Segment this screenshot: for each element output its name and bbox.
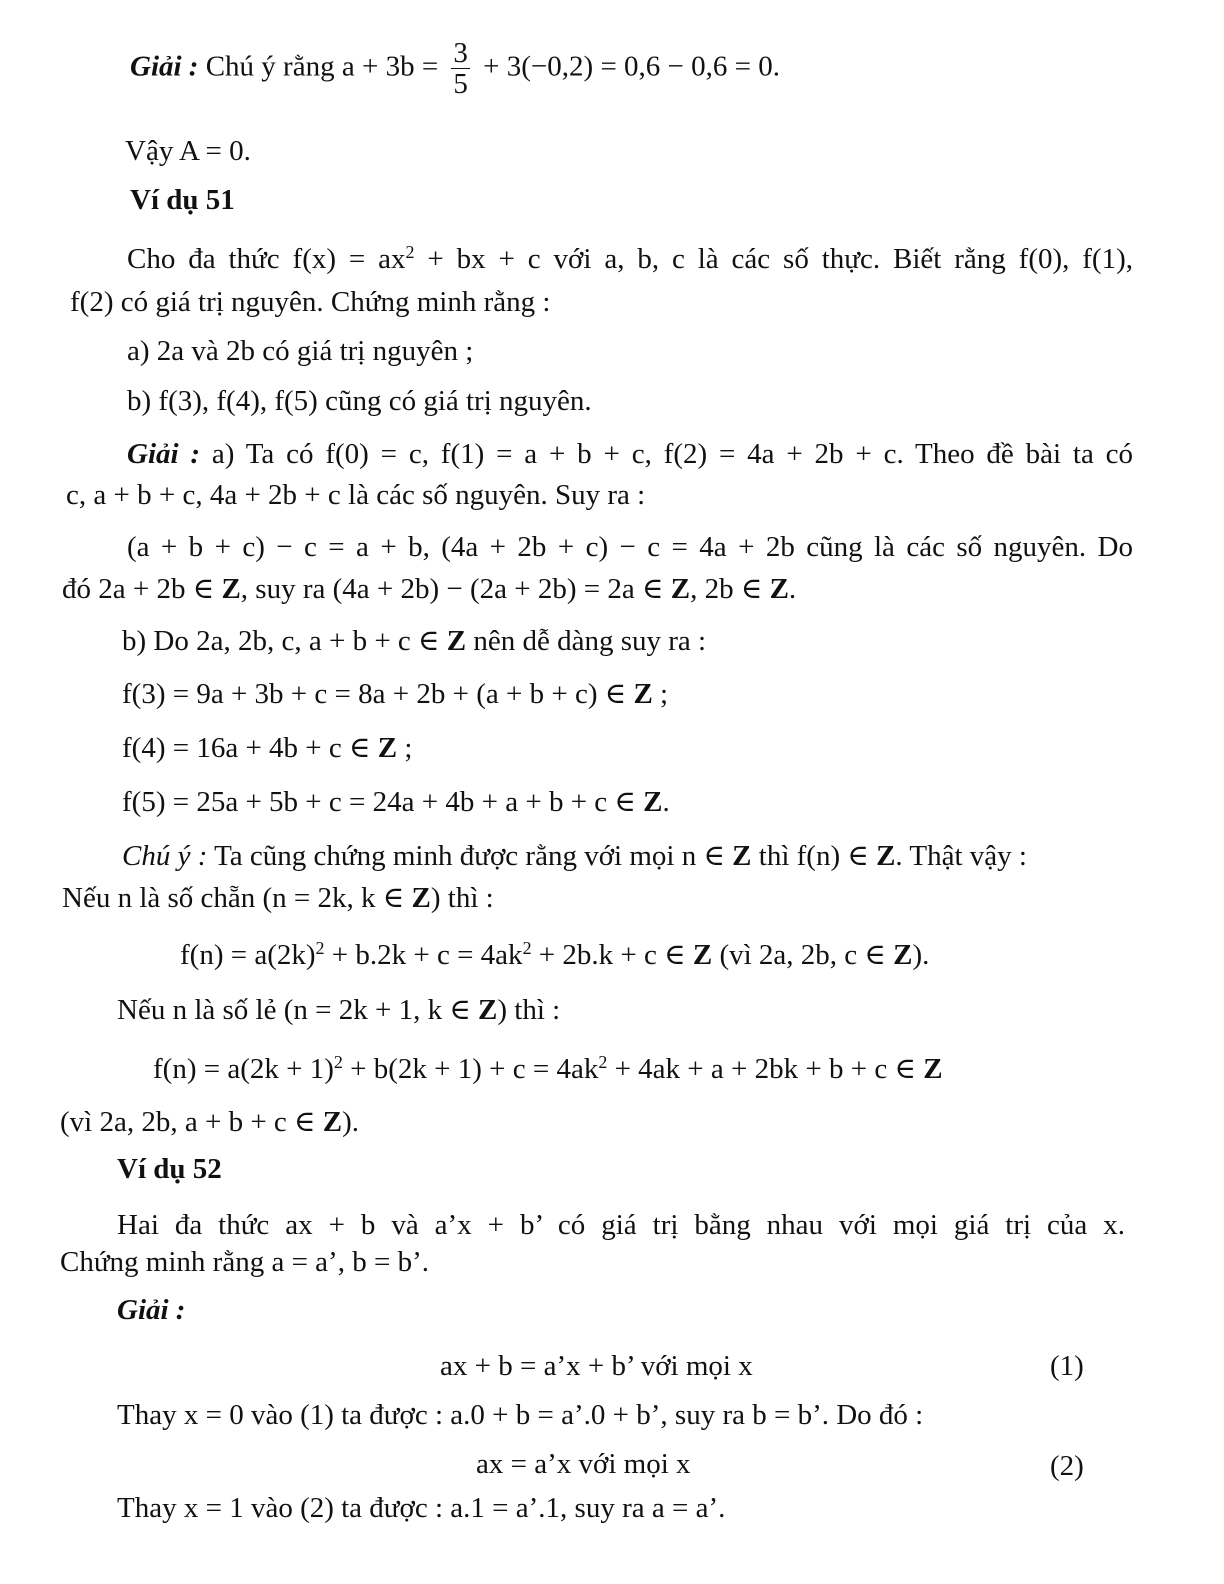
example-51-problem-line-1 [127, 242, 1133, 275]
example-51-solution-line-4 [62, 575, 796, 604]
example-52-solution-label: Giải : [117, 1294, 186, 1326]
text: + b(2k + 1) + c = 4ak [342, 1053, 599, 1085]
text: ) thì : [430, 882, 494, 914]
integer-set-symbol: Z [478, 994, 498, 1026]
even-case-equation [180, 938, 930, 971]
text: , 2b ∈ [690, 573, 770, 605]
f3-equation [122, 680, 668, 709]
superscript: 2 [522, 938, 532, 959]
example-52-problem-line-1: Hai đa thức ax + b và a’x + b’ có giá trị bằng nhau với mọi giá trị của x. [117, 1209, 1125, 1241]
integer-set-symbol: Z [893, 939, 913, 971]
integer-set-symbol: Z [377, 732, 398, 764]
text: đó 2a + 2b ∈ [62, 573, 222, 605]
text: nên dễ dàng suy ra : [466, 625, 707, 657]
text: ; [652, 678, 669, 710]
equation-2: ax = a’x với mọi x [476, 1448, 691, 1480]
integer-set-symbol: Z [633, 678, 653, 710]
integer-set-symbol: Z [411, 882, 431, 914]
solution-line-1 [130, 38, 780, 100]
text: + 2b.k + c ∈ [531, 939, 693, 971]
integer-set-symbol: Z [221, 573, 241, 605]
fraction-denominator: 5 [453, 68, 468, 101]
example-52-title: Ví dụ 52 [117, 1153, 222, 1185]
integer-set-symbol: Z [446, 625, 467, 657]
example-51-question-b: b) f(3), f(4), f(5) cũng có giá trị nguyên. [127, 385, 592, 417]
text: . [662, 786, 670, 818]
text: a) Ta có f(0) = c, f(1) = a + b + c, f(2) = 4a + 2b + c. Theo đề bài ta có [211, 438, 1134, 470]
substitution-line-1: Thay x = 0 vào (1) ta được : a.0 + b = a’.0 + b’, suy ra b = b’. Do đó : [117, 1399, 924, 1431]
text: + 3(−0,2) = 0,6 − 0,6 = 0. [483, 50, 781, 83]
text: thì f(n) ∈ [751, 840, 877, 872]
integer-set-symbol: Z [923, 1053, 943, 1085]
text: f(3) = 9a + 3b + c = 8a + 2b + (a + b + c) ∈ [122, 678, 634, 710]
equation-1: ax + b = a’x + b’ với mọi x [440, 1350, 753, 1382]
text: f(n) = a(2k) [180, 939, 316, 971]
substitution-line-2: Thay x = 1 vào (2) ta được : a.1 = a’.1, suy ra a = a’. [117, 1492, 726, 1524]
text: (vì 2a, 2b, c ∈ [712, 939, 894, 971]
integer-set-symbol: Z [732, 840, 752, 872]
superscript: 2 [333, 1052, 343, 1073]
integer-set-symbol: Z [670, 573, 691, 605]
solution-label: Giải : [127, 438, 201, 470]
text: . Thật vậy : [895, 840, 1027, 872]
odd-case-reason [60, 1108, 359, 1137]
note-line-1 [122, 842, 1027, 871]
text: Nếu n là số chẵn (n = 2k, k ∈ [62, 882, 412, 914]
text: ). [342, 1106, 360, 1138]
f4-equation [122, 734, 412, 763]
text: b) Do 2a, 2b, c, a + b + c ∈ [122, 625, 447, 657]
integer-set-symbol: Z [769, 573, 789, 605]
text: Nếu n là số lẻ (n = 2k + 1, k ∈ [117, 994, 479, 1026]
fraction-numerator: 3 [453, 37, 468, 69]
text: + bx + c với a, b, c là các số thực. Biết rằng f(0), f(1), [414, 243, 1133, 275]
superscript: 2 [598, 1052, 608, 1073]
integer-set-symbol: Z [643, 786, 663, 818]
solution-label: Giải : [130, 50, 199, 83]
note-line-3 [117, 996, 560, 1025]
text: , suy ra (4a + 2b) − (2a + 2b) = 2a ∈ [240, 573, 671, 605]
example-51-solution-line-1 [127, 440, 1133, 469]
text: Ta cũng chứng minh được rằng với mọi n ∈ [207, 840, 733, 872]
text: f(5) = 25a + 5b + c = 24a + 4b + a + b + c ∈ [122, 786, 644, 818]
example-51-title: Ví dụ 51 [130, 184, 235, 216]
text: ). [912, 939, 930, 971]
text: ; [397, 732, 413, 764]
text: f(4) = 16a + 4b + c ∈ [122, 732, 378, 764]
text: (vì 2a, 2b, a + b + c ∈ [60, 1106, 323, 1138]
f5-equation [122, 788, 670, 817]
fraction [451, 38, 470, 100]
text: + 4ak + a + 2bk + b + c ∈ [607, 1053, 924, 1085]
integer-set-symbol: Z [692, 939, 713, 971]
note-label: Chú ý : [122, 840, 208, 872]
odd-case-equation [153, 1052, 943, 1085]
integer-set-symbol: Z [876, 840, 896, 872]
superscript: 2 [405, 242, 415, 263]
text: f(n) = a(2k + 1) [153, 1053, 334, 1085]
equation-2-number: (2) [1050, 1450, 1084, 1482]
example-51-solution-line-3: (a + b + c) − c = a + b, (4a + 2b + c) − c = 4a + 2b cũng là các số nguyên. Do [127, 531, 1133, 563]
text: Chú ý rằng a + 3b = [205, 50, 439, 83]
example-51-problem-line-2: f(2) có giá trị nguyên. Chứng minh rằng : [70, 286, 551, 318]
superscript: 2 [315, 938, 325, 959]
example-51-solution-line-2: c, a + b + c, 4a + 2b + c là các số nguyên. Suy ra : [66, 479, 646, 511]
text: ) thì : [497, 994, 561, 1026]
example-51-solution-b [122, 627, 706, 656]
text: + b.2k + c = 4ak [324, 939, 523, 971]
text: Cho đa thức f(x) = ax [127, 243, 406, 275]
equation-1-number: (1) [1050, 1350, 1084, 1382]
conclusion-line: Vậy A = 0. [125, 135, 251, 167]
example-52-problem-line-2: Chứng minh rằng a = a’, b = b’. [60, 1246, 429, 1278]
integer-set-symbol: Z [322, 1106, 343, 1138]
text: . [788, 573, 797, 605]
example-51-question-a: a) 2a và 2b có giá trị nguyên ; [127, 335, 474, 367]
note-line-2 [62, 884, 494, 913]
